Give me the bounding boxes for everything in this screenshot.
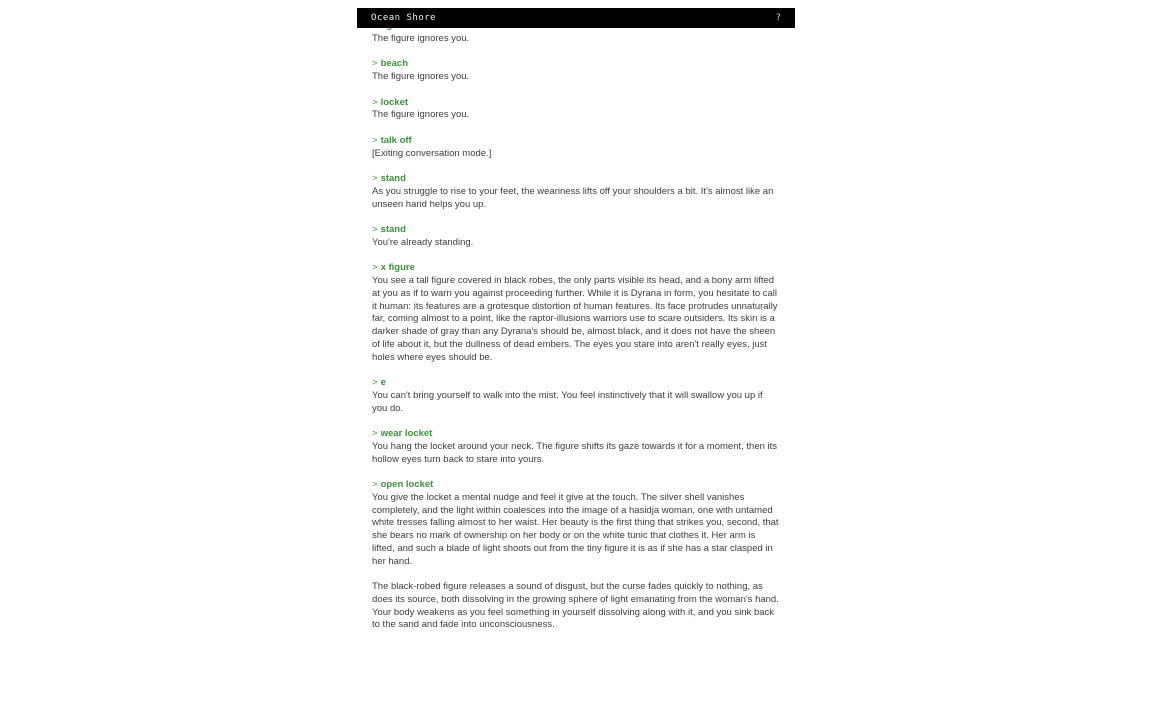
transcript-entry [372, 135, 780, 161]
command-text: e [380, 377, 386, 388]
command-text: locket [380, 96, 409, 108]
command-text: stand [380, 224, 406, 235]
transcript-entry [372, 224, 780, 250]
response-text: You can't bring yourself to walk into the mist. You feel instinctively that it will swallow you up if you do. [372, 389, 763, 414]
transcript-entry [372, 428, 780, 466]
command-prompt: > [372, 96, 378, 108]
response-text: [Exiting conversation mode.] [372, 147, 492, 159]
command-prompt: > [372, 134, 378, 146]
command-text: beach [380, 58, 409, 70]
response-text: As you struggle to rise to your feet, the weariness lifts off your shoulders a bit. It's almost like an unseen hand helps you up. [372, 185, 774, 210]
transcript-entry [372, 479, 780, 568]
transcript [357, 0, 795, 645]
command-prompt: > [372, 428, 378, 439]
transcript-entry [372, 97, 780, 123]
command-prompt: > [372, 262, 378, 274]
transcript-entry [372, 377, 780, 415]
transcript-entry [372, 173, 780, 211]
transcript-entry [372, 262, 780, 364]
window-title: Ocean Shore [371, 13, 437, 23]
command-text: talk off [380, 134, 412, 146]
command-line [372, 97, 780, 110]
response-text: You see a tall figure covered in black robes, the only parts visible its head, and a bony arm lifted at you as if to warn you against proceeding further. While it is Dyrana in form, you hesitate to call it human: its features are a grotesque distortion of human features. Its face protrudes unnaturally far, coming almost to a point, like the raptor-illusions warriors use to scare outsiders. Its skin is a darker shade of gray than any Dyrana's should be, almost black, and it does not have the sheen of life about it, but the dullness of dead embers. The eyes you stare into aren't really eyes, just holes where eyes should be. [372, 275, 778, 363]
game-window [357, 0, 795, 720]
command-text: open locket [380, 479, 434, 490]
response-text: The figure ignores you. [372, 109, 470, 121]
response-text: You give the locket a mental nudge and feel it give at the touch. The silver shell vanishes completely, and the light within coalesces into the image of a hasidja woman, one with untamed white tresses falling almost to her waist. Her beauty is the first thing that strikes you, second, that she bears no mark of ownership on her body or on the white tunic that clothes it. Her arm is lifted, and such a blade of light shoots out from the tiny figure it is as if she has a star clasped in her hand. [372, 491, 779, 567]
response-text: You're already standing. [372, 236, 474, 248]
response-text: You hang the locket around your neck. The figure shifts its gaze towards it for a moment, then its hollow eyes turn back to stare into yours. [372, 440, 778, 465]
command-line [372, 224, 780, 237]
title-bar [357, 8, 795, 28]
command-prompt: > [372, 224, 378, 235]
command-line [372, 135, 780, 148]
command-text: wear locket [380, 428, 433, 439]
command-line [372, 173, 780, 186]
transcript-entry [372, 581, 780, 632]
transcript-entry [372, 58, 780, 84]
command-prompt: > [372, 479, 378, 490]
command-prompt: > [372, 58, 378, 70]
command-text: stand [380, 173, 406, 184]
command-text: x figure [380, 262, 415, 274]
command-prompt: > [372, 377, 378, 388]
response-text: The figure ignores you. [372, 32, 470, 44]
command-line [372, 262, 780, 275]
response-text: The black-robed figure releases a sound of disgust, but the curse fades quickly to nothing, as does its source, both dissolving in the growing sphere of light emanating from the woman's hand. Your body weakens as you feel something in yourself dissolving along with it, and you sink back to the sand and fade into unconsciousness. [372, 581, 779, 631]
response-text: The figure ignores you. [372, 71, 470, 82]
help-button[interactable]: ? [775, 13, 781, 23]
command-line [372, 58, 780, 71]
command-line [372, 428, 780, 441]
command-line [372, 479, 780, 492]
command-prompt: > [372, 173, 378, 184]
command-line [372, 377, 780, 390]
